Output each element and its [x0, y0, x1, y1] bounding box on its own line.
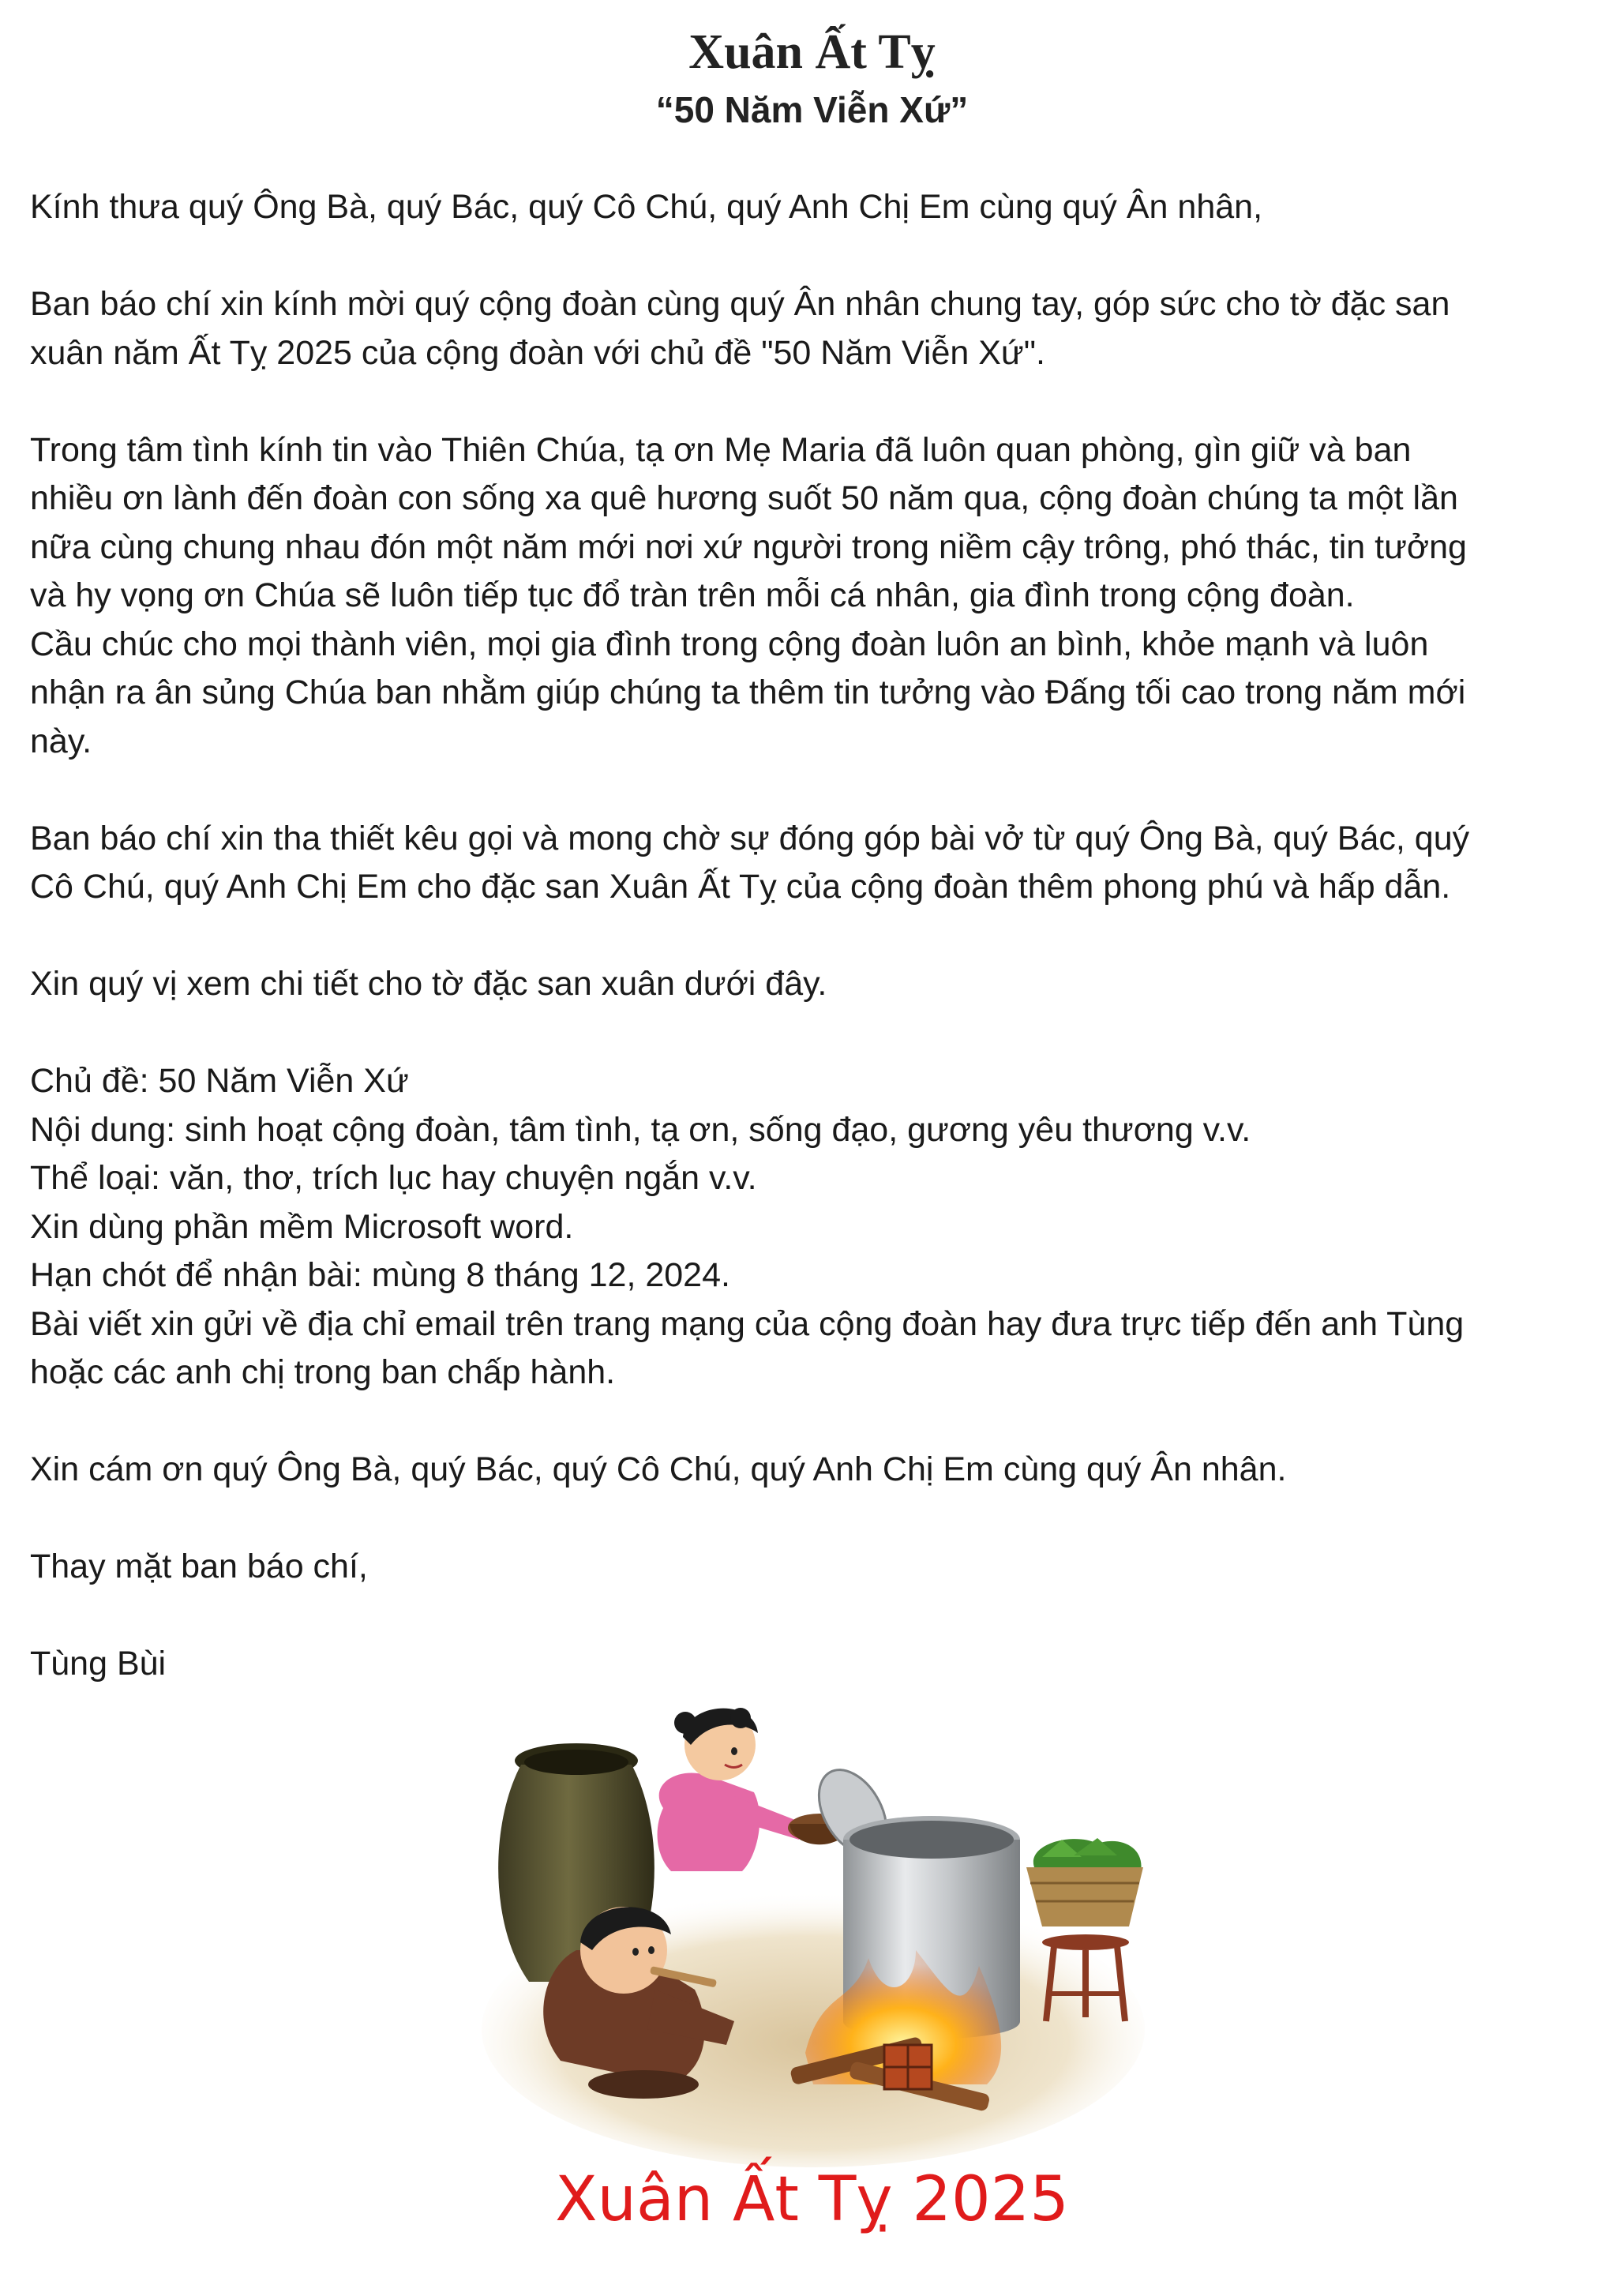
- invitation-paragraph: [30, 280, 1601, 377]
- appeal-line: Cô Chú, quý Anh Chị Em cho đặc san Xuân Ất Tỵ của cộng đoàn thêm phong phú và hấp dẫn.: [30, 868, 1451, 906]
- thanks-line: Xin cám ơn quý Ông Bà, quý Bác, quý Cô Chú, quý Anh Chị Em cùng quý Ân nhân.: [30, 1450, 1287, 1488]
- faith-line: này.: [30, 722, 92, 760]
- details-line: Nội dung: sinh hoạt cộng đoàn, tâm tình, tạ ơn, sống đạo, gương yêu thương v.v.: [30, 1110, 1251, 1149]
- greeting-line: Kính thưa quý Ông Bà, quý Bác, quý Cô Chú, quý Anh Chị Em cùng quý Ân nhân,: [30, 188, 1263, 226]
- details-intro-line: Xin quý vị xem chi tiết cho tờ đặc san xuân dưới đây.: [30, 965, 827, 1003]
- faith-line: và hy vọng ơn Chúa sẽ luôn tiếp tục đổ tràn trên mỗi cá nhân, gia đình trong cộng đoàn.: [30, 576, 1355, 614]
- faith-line: nhiều ơn lành đến đoàn con sống xa quê hương suốt 50 năm qua, cộng đoàn chúng ta một lần: [30, 479, 1458, 517]
- faith-paragraph: [30, 426, 1601, 767]
- illustration-caption: Xuân Ất Tỵ 2025: [555, 2164, 1069, 2235]
- signoff-line: Thay mặt ban báo chí,: [30, 1548, 368, 1585]
- details-line: Hạn chót để nhận bài: mùng 8 tháng 12, 2024.: [30, 1256, 730, 1294]
- appeal-paragraph: [30, 815, 1601, 912]
- invitation-line: xuân năm Ất Tỵ 2025 của cộng đoàn với chủ đề "50 Năm Viễn Xứ".: [30, 333, 1045, 372]
- faith-line: Trong tâm tình kính tin vào Thiên Chúa, tạ ơn Mẹ Maria đã luôn quan phòng, gìn giữ và ban: [30, 430, 1412, 469]
- signature-paragraph: [30, 1640, 1601, 1689]
- details-line: Bài viết xin gửi về địa chỉ email trên trang mạng của cộng đoàn hay đưa trực tiếp đến anh Tùng: [30, 1304, 1465, 1343]
- letter-body: [30, 183, 1601, 1689]
- faith-line: nữa cùng chung nhau đón một năm mới nơi xứ người trong niềm cậy trông, phó thác, tin tưởng: [30, 527, 1467, 566]
- page-subtitle: “50 Năm Viễn Xứ”: [655, 89, 969, 130]
- details-line: Chủ đề: 50 Năm Viễn Xứ: [30, 1062, 409, 1100]
- details-intro-paragraph: [30, 960, 1601, 1009]
- faith-line: nhận ra ân sủng Chúa ban nhằm giúp chúng ta thêm tin tưởng vào Đấng tối cao trong năm mới: [30, 673, 1466, 711]
- page-title: Xuân Ất Tỵ: [688, 25, 936, 79]
- details-line: hoặc các anh chị trong ban chấp hành.: [30, 1353, 616, 1391]
- thanks-paragraph: [30, 1446, 1601, 1495]
- details-line: Thể loại: văn, thơ, trích lục hay chuyện ngắn v.v.: [30, 1159, 757, 1197]
- details-paragraph: [30, 1057, 1601, 1397]
- signoff-paragraph: [30, 1543, 1601, 1592]
- greeting-paragraph: [30, 183, 1601, 232]
- faith-line: Cầu chúc cho mọi thành viên, mọi gia đình trong cộng đoàn luôn an bình, khỏe mạnh và luôn: [30, 625, 1429, 663]
- invitation-line: Ban báo chí xin kính mời quý cộng đoàn cùng quý Ân nhân chung tay, góp sức cho tờ đặc san: [30, 285, 1450, 323]
- signature-line: Tùng Bùi: [30, 1645, 167, 1683]
- details-line: Xin dùng phần mềm Microsoft word.: [30, 1207, 574, 1246]
- appeal-line: Ban báo chí xin tha thiết kêu gọi và mong chờ sự đóng góp bài vở từ quý Ông Bà, quý Bác, quý: [30, 819, 1470, 857]
- tet-cooking-illustration: [474, 1690, 1145, 2171]
